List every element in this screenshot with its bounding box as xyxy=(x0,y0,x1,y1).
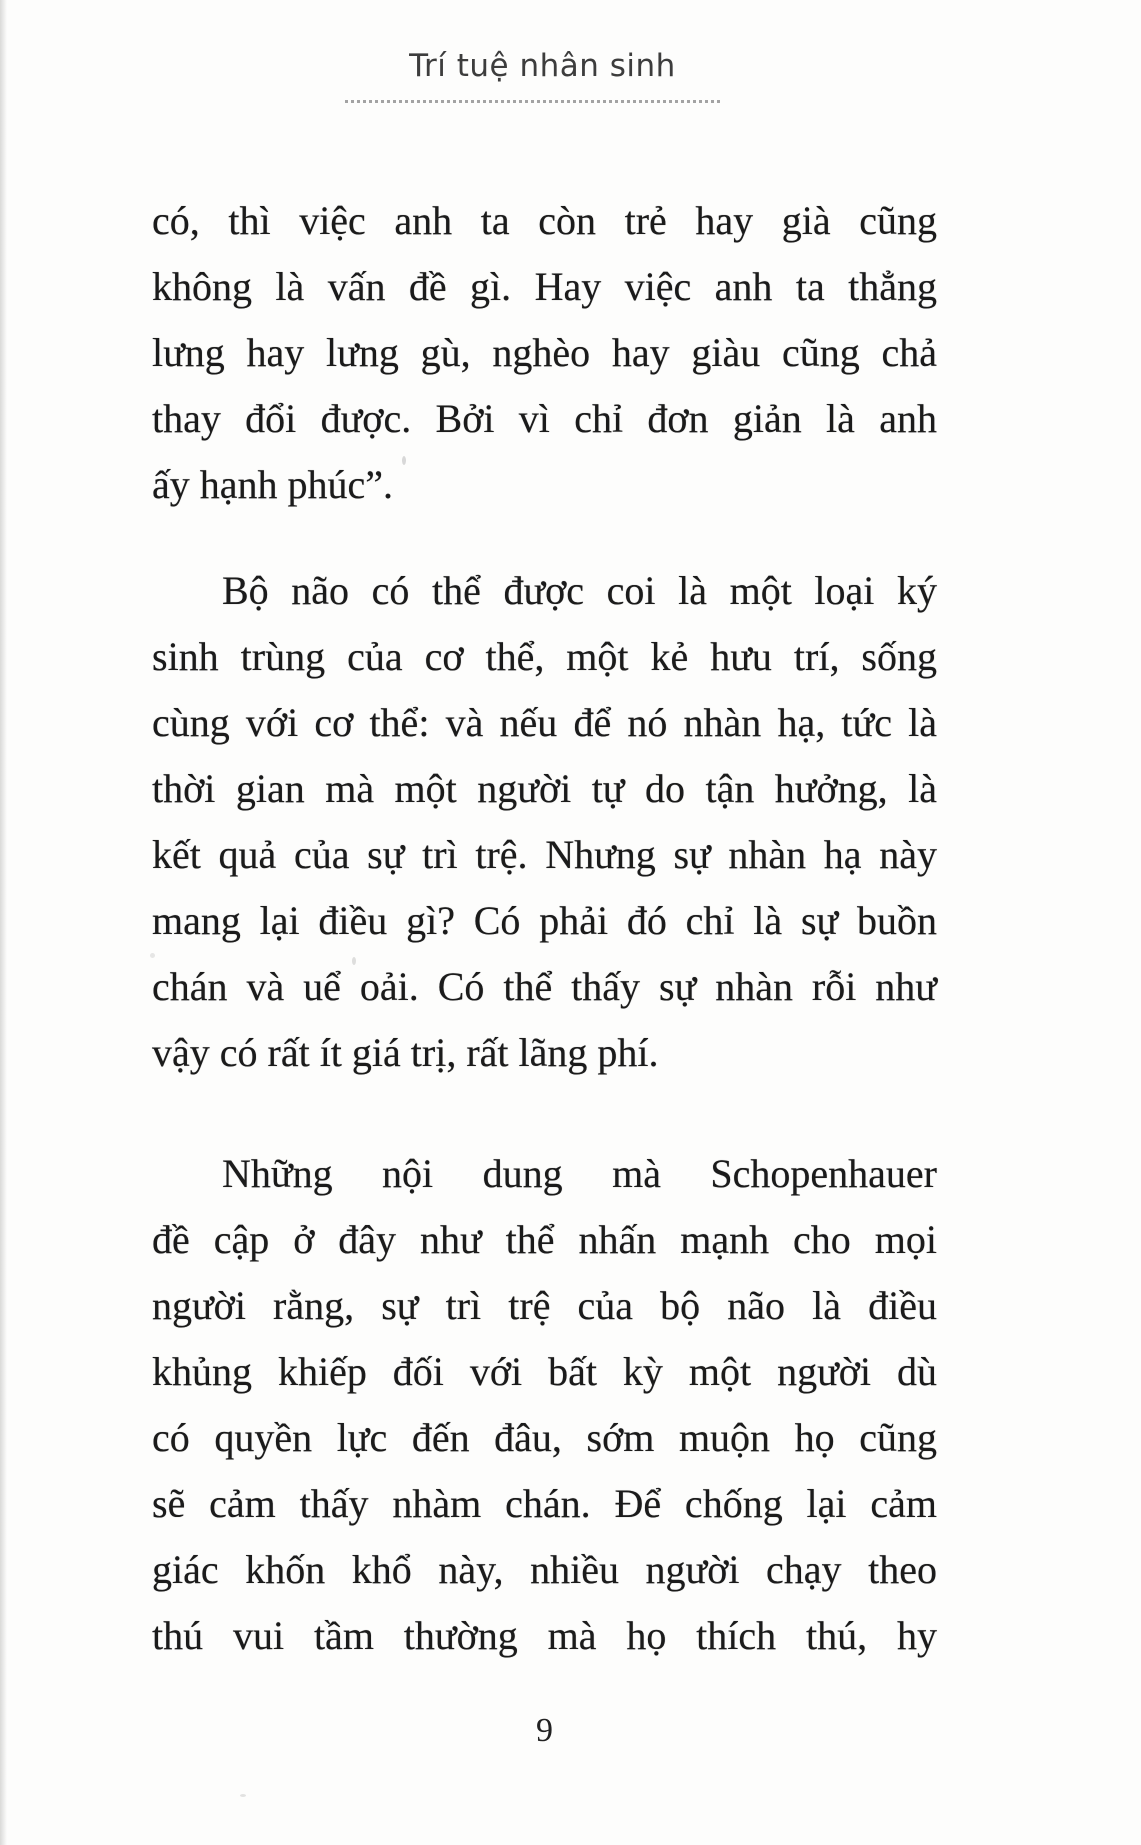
text-line: thay đổi được. Bởi vì chỉ đơn giản là anh xyxy=(152,396,937,441)
text-line: đề cập ở đây như thể nhấn mạnh cho mọi xyxy=(152,1217,937,1262)
paragraph xyxy=(152,188,937,518)
text-line: không là vấn đề gì. Hay việc anh ta thẳng xyxy=(152,264,937,309)
text-line: sinh trùng của cơ thể, một kẻ hưu trí, sống xyxy=(152,634,937,679)
text-line: kết quả của sự trì trệ. Nhưng sự nhàn hạ này xyxy=(152,832,937,877)
text-line: người rằng, sự trì trệ của bộ não là điều xyxy=(152,1283,937,1328)
text-line: khủng khiếp đối với bất kỳ một người dù xyxy=(152,1349,937,1394)
text-line: thú vui tầm thường mà họ thích thú, hy xyxy=(152,1613,937,1658)
text-line: sẽ cảm thấy nhàm chán. Để chống lại cảm xyxy=(152,1481,937,1526)
text-line: cùng với cơ thể: và nếu để nó nhàn hạ, tức là xyxy=(152,700,937,745)
paragraph xyxy=(152,558,937,1086)
text-line: chán và uể oải. Có thể thấy sự nhàn rỗi như xyxy=(152,964,937,1009)
text-line: Bộ não có thể được coi là một loại ký xyxy=(222,568,937,613)
text-line: có, thì việc anh ta còn trẻ hay già cũng xyxy=(152,198,937,243)
dotted-divider xyxy=(345,100,720,103)
text-line: vậy có rất ít giá trị, rất lãng phí. xyxy=(152,1030,659,1075)
running-header-title: Trí tuệ nhân sinh xyxy=(409,48,676,84)
scan-speck xyxy=(240,1794,246,1797)
text-line: ấy hạnh phúc”. xyxy=(152,462,394,507)
page-text xyxy=(152,188,937,1669)
text-line: Những nội dung mà Schopenhauer xyxy=(222,1151,937,1196)
text-line: thời gian mà một người tự do tận hưởng, là xyxy=(152,766,937,811)
text-line: lưng hay lưng gù, nghèo hay giàu cũng chả xyxy=(152,330,937,375)
text-line: giác khốn khổ này, nhiều người chạy theo xyxy=(152,1547,937,1592)
page-number: 9 xyxy=(536,1712,553,1749)
text-line: có quyền lực đến đâu, sớm muộn họ cũng xyxy=(152,1415,937,1460)
paragraph xyxy=(152,1141,937,1669)
text-line: mang lại điều gì? Có phải đó chỉ là sự buồn xyxy=(152,898,937,943)
